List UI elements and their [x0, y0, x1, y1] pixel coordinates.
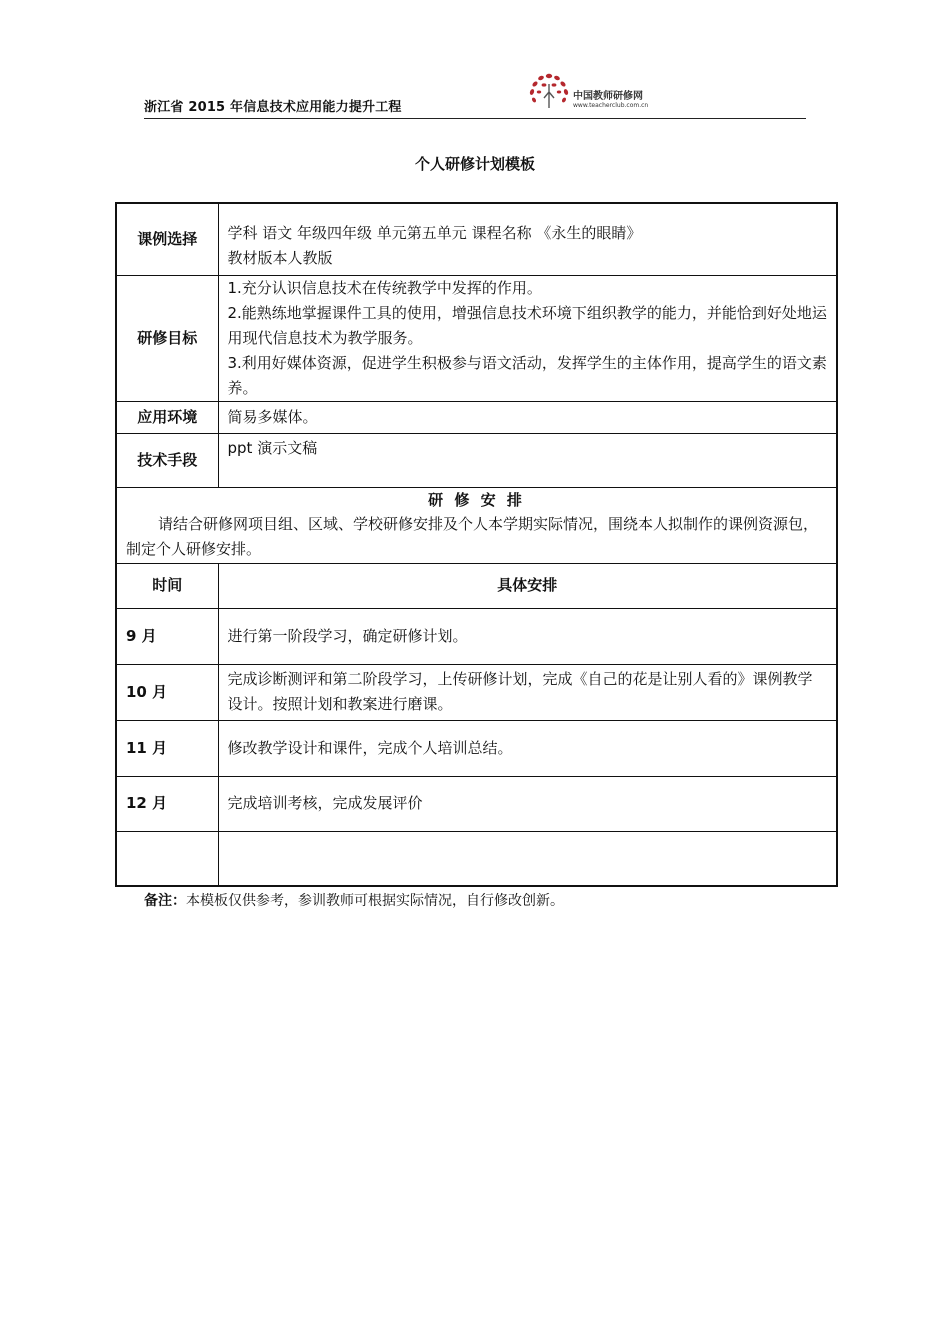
table-row [116, 831, 837, 886]
row-month: 12 月 [116, 776, 218, 831]
table-row [116, 608, 837, 664]
col-plan-header: 具体安排 [218, 563, 837, 608]
row-month [116, 831, 218, 886]
row-plan: 完成诊断测评和第二阶段学习，上传研修计划，完成《自己的花是让别人看的》课例教学设计。按照计划和教案进行磨课。 [218, 664, 837, 720]
footnote [144, 890, 564, 910]
row-plan: 修改教学设计和课件，完成个人培训总结。 [218, 720, 837, 776]
study-plan-table [115, 202, 838, 887]
goal-item-2: 2.能熟练地掌握课件工具的使用，增强信息技术环境下组织教学的能力，并能恰到好处地运用现代信息技术为教学服务。 [227, 303, 827, 347]
table-row [116, 664, 837, 720]
goal-item-1: 1.充分认识信息技术在传统教学中发挥的作用。 [227, 278, 542, 297]
row-plan [218, 831, 837, 886]
course-line-2: 教材版本人教版 [227, 248, 333, 267]
row-month: 11 月 [116, 720, 218, 776]
arrangement-section-row [116, 487, 837, 563]
course-line-1: 学科 语文 年级四年级 单元第五单元 课程名称 《永生的眼睛》 [227, 223, 642, 242]
header-title: 浙江省 2015 年信息技术应用能力提升工程 [144, 100, 402, 115]
technique-value: ppt 演示文稿 [218, 433, 837, 487]
environment-value: 简易多媒体。 [218, 401, 837, 433]
goals-content [218, 275, 837, 401]
arrangement-title: 研 修 安 排 [428, 491, 525, 509]
arrangement-intro: 请结合研修网项目组、区域、学校研修安排及个人本学期实际情况，围绕本人拟制作的课例资源包，制定个人研修安排。 [126, 515, 819, 558]
goals-row [116, 275, 837, 401]
course-row [116, 203, 837, 275]
row-plan: 进行第一阶段学习，确定研修计划。 [218, 608, 837, 664]
note-text: 本模板仅供参考，参训教师可根据实际情况，自行修改创新。 [186, 893, 564, 909]
schedule-header-row [116, 563, 837, 608]
note-label: 备注： [144, 893, 186, 909]
environment-label: 应用环境 [116, 401, 218, 433]
goal-item-3: 3.利用好媒体资源，促进学生积极参与语文活动，发挥学生的主体作用，提高学生的语文素养。 [227, 353, 827, 397]
course-content [218, 203, 837, 275]
document-title: 个人研修计划模板 [414, 155, 535, 173]
technique-label: 技术手段 [116, 433, 218, 487]
blossom-logo-icon [526, 70, 572, 112]
logo-name: 中国教师研修网 [573, 91, 643, 102]
page-header [144, 70, 806, 119]
arrangement-section [116, 487, 837, 563]
table-row [116, 776, 837, 831]
goals-label: 研修目标 [116, 275, 218, 401]
table-row [116, 720, 837, 776]
logo-url: www.teacherclub.com.cn [573, 102, 649, 109]
technique-row [116, 433, 837, 487]
row-month: 10 月 [116, 664, 218, 720]
row-plan: 完成培训考核，完成发展评价 [218, 776, 837, 831]
course-label: 课例选择 [116, 203, 218, 275]
row-month: 9 月 [116, 608, 218, 664]
col-time-header: 时间 [116, 563, 218, 608]
environment-row [116, 401, 837, 433]
teacherclub-logo [526, 70, 726, 114]
